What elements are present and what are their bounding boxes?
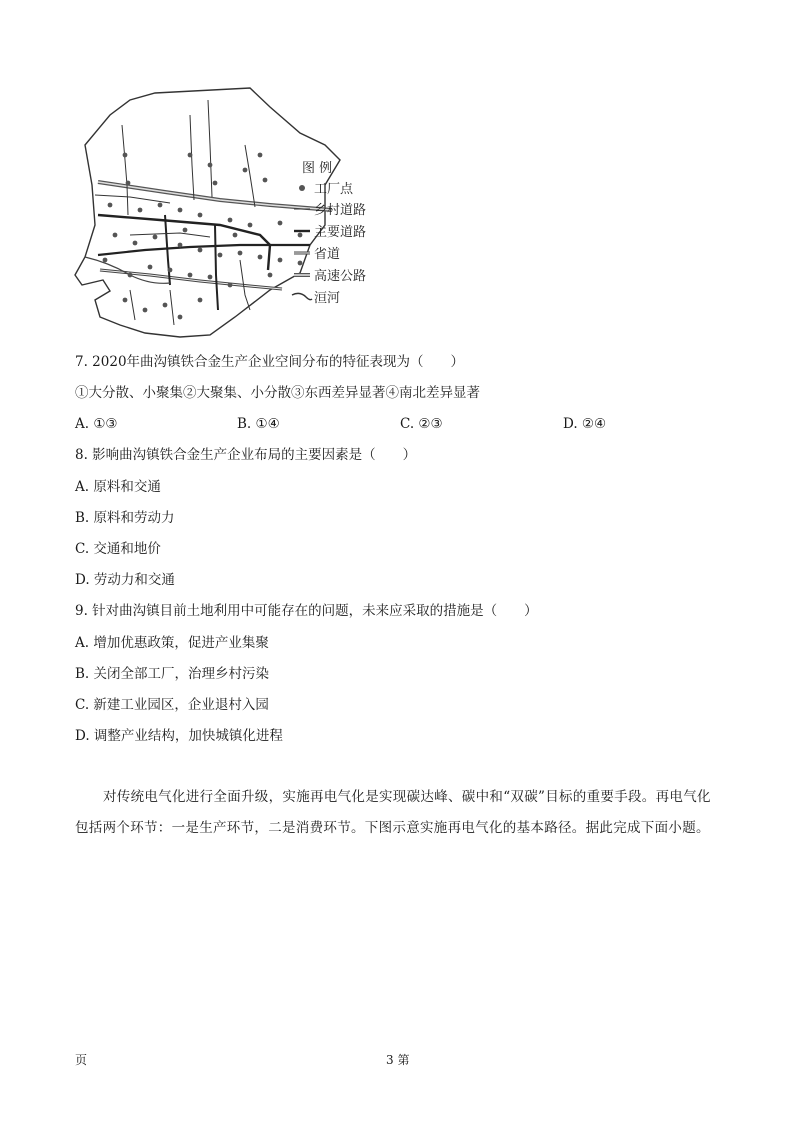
legend-item-main-road: 主要道路 bbox=[314, 225, 367, 240]
legend-title: 图 例 bbox=[302, 161, 333, 176]
question-8-option-d: D. 劳动力和交通 bbox=[75, 572, 175, 588]
legend-item-provincial-road: 省道 bbox=[314, 247, 341, 262]
question-7-stem: 7. 2020年曲沟镇铁合金生产企业空间分布的特征表现为（ ） bbox=[75, 354, 465, 370]
village-road-line bbox=[122, 125, 128, 215]
question-8-option-a: A. 原料和交通 bbox=[75, 479, 161, 495]
footer-page-number: 3 第 bbox=[386, 1053, 410, 1067]
option-b: B. ①④ bbox=[237, 416, 280, 432]
main-road-line bbox=[98, 215, 270, 270]
question-9-option-d: D. 调整产业结构，加快城镇化进程 bbox=[75, 728, 283, 744]
river-icon bbox=[292, 293, 312, 299]
dot-icon bbox=[299, 185, 305, 191]
question-9-option-a: A. 增加优惠政策，促进产业集聚 bbox=[75, 635, 269, 651]
legend-item-highway: 高速公路 bbox=[314, 269, 367, 284]
town-boundary bbox=[75, 88, 340, 337]
footer-page-label: 页 bbox=[75, 1053, 88, 1067]
question-8-option-b: B. 原料和劳动力 bbox=[75, 510, 175, 526]
question-8-stem: 8. 影响曲沟镇铁合金生产企业布局的主要因素是（ ） bbox=[75, 447, 417, 463]
question-9-option-c: C. 新建工业园区，企业退村入园 bbox=[75, 697, 269, 713]
passage-paragraph: 对传统电气化进行全面升级，实施再电气化是实现碳达峰、碳中和“双碳”目标的重要手段。再电气化包括两个环节：一是生产环节，二是消费环节。下图示意实施再电气化的基本路径。据此完成下面小题。 bbox=[75, 789, 711, 836]
question-8-option-c: C. 交通和地价 bbox=[75, 541, 161, 557]
highway-line bbox=[98, 182, 332, 210]
map-legend bbox=[292, 161, 366, 306]
river-line bbox=[85, 257, 170, 283]
legend-item-river: 洹河 bbox=[314, 291, 341, 306]
option-d: D. ②④ bbox=[563, 416, 607, 432]
option-c: C. ②③ bbox=[400, 416, 443, 432]
legend-item-village-road: 乡村道路 bbox=[314, 203, 367, 218]
option-a: A. ①③ bbox=[75, 416, 118, 432]
question-9-option-b: B. 关闭全部工厂，治理乡村污染 bbox=[75, 666, 270, 682]
factory-distribution-map bbox=[70, 85, 380, 343]
legend-item-factory: 工厂点 bbox=[314, 182, 354, 197]
map-svg bbox=[70, 85, 380, 343]
question-7-statements: ①大分散、小聚集②大聚集、小分散③东西差异显著④南北差异显著 bbox=[75, 385, 480, 401]
question-9-stem: 9. 针对曲沟镇目前土地利用中可能存在的问题，未来应采取的措施是（ ） bbox=[75, 603, 538, 619]
